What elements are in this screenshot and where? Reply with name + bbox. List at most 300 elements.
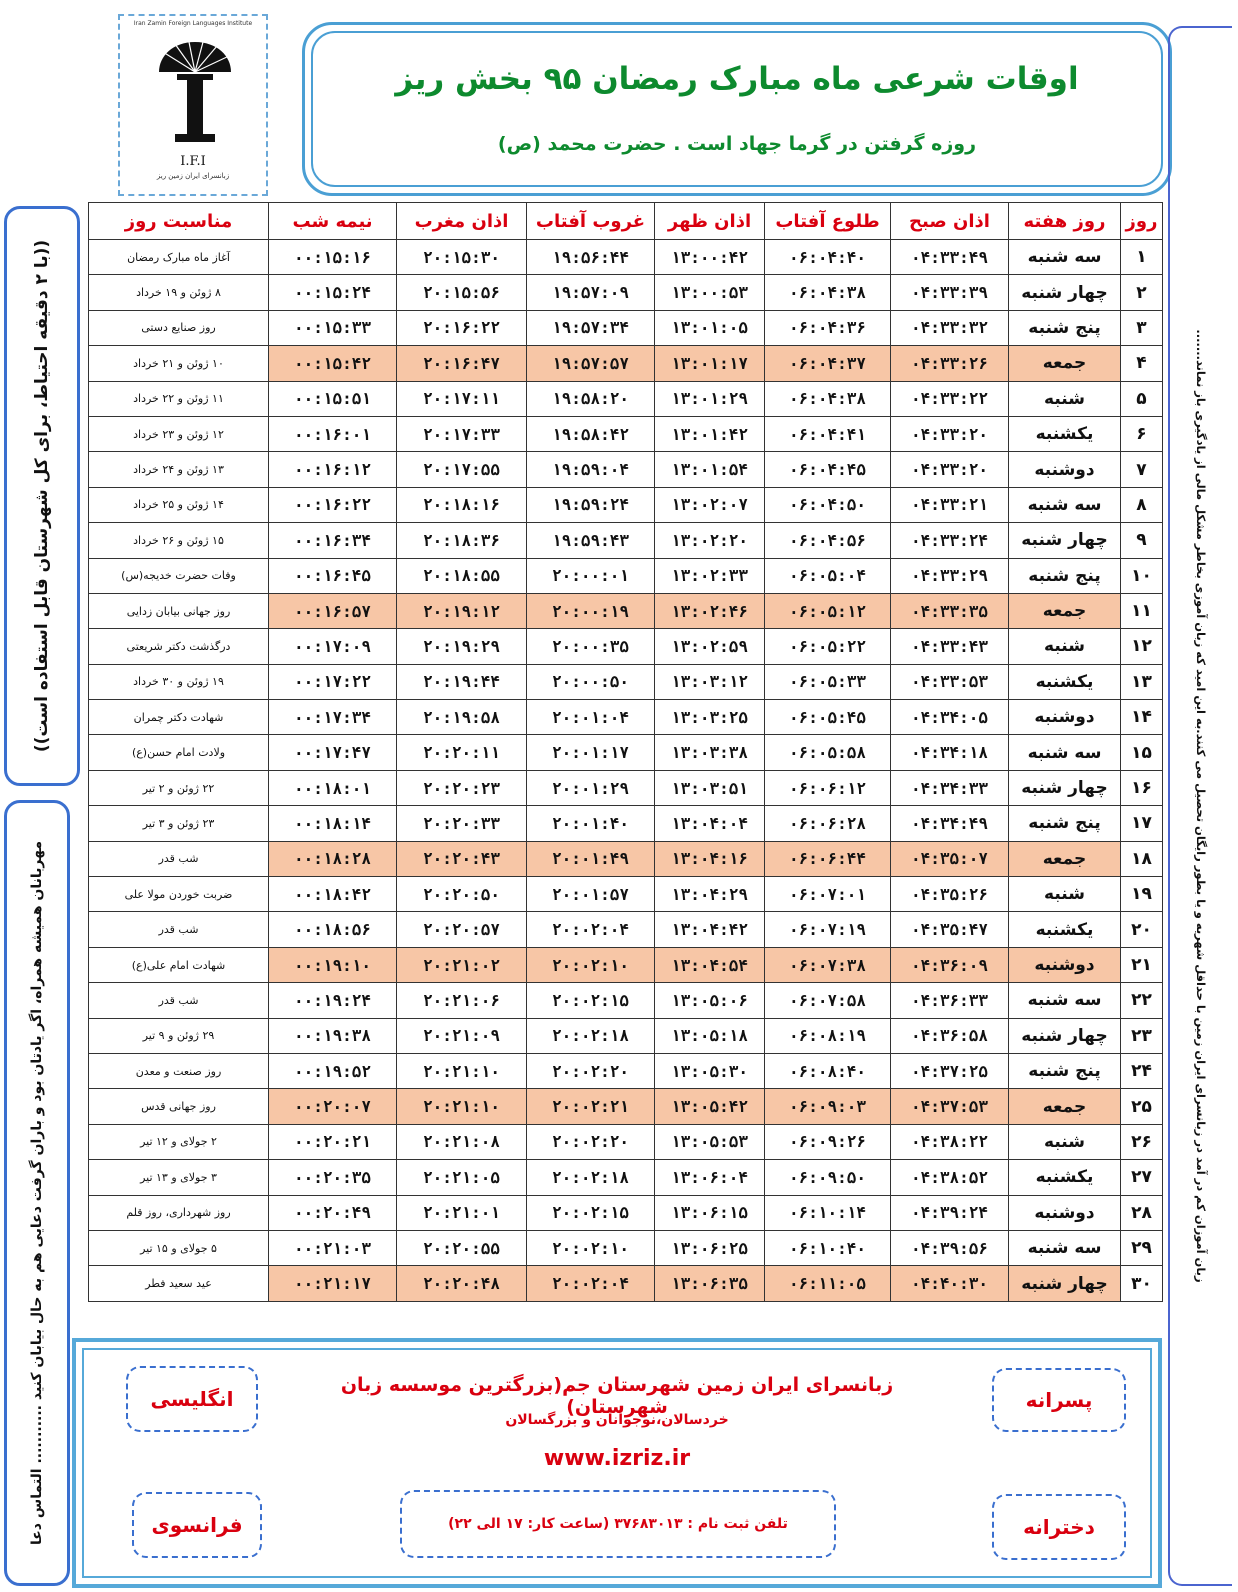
weekday-cell: چهار شنبه <box>1009 523 1121 558</box>
fajr-time-cell: ۰۴:۳۳:۴۹ <box>891 240 1009 275</box>
occasion-cell: ۸ ژوئن و ۱۹ خرداد <box>89 275 269 310</box>
weekday-cell: شنبه <box>1009 877 1121 912</box>
occasion-cell: ولادت امام حسن(ع) <box>89 735 269 770</box>
weekday-cell: شنبه <box>1009 629 1121 664</box>
weekday-cell: پنج شنبه <box>1009 310 1121 345</box>
fajr-time-cell: ۰۴:۳۷:۲۵ <box>891 1053 1009 1088</box>
maghrib-time-cell: ۲۰:۱۸:۳۶ <box>397 523 527 558</box>
occasion-cell: وفات حضرت خدیجه(س) <box>89 558 269 593</box>
dhuhr-time-cell: ۱۳:۰۴:۲۹ <box>655 877 765 912</box>
maghrib-time-cell: ۲۰:۲۰:۱۱ <box>397 735 527 770</box>
occasion-cell: ۲۳ ژوئن و ۳ تیر <box>89 806 269 841</box>
maghrib-time-cell: ۲۰:۲۱:۰۲ <box>397 947 527 982</box>
table-row <box>89 1053 1163 1088</box>
day-number-cell: ۱۷ <box>1121 806 1163 841</box>
institute-logo <box>118 14 268 196</box>
sunrise-time-cell: ۰۶:۰۴:۳۶ <box>765 310 891 345</box>
table-row <box>89 735 1163 770</box>
maghrib-time-cell: ۲۰:۱۵:۵۶ <box>397 275 527 310</box>
fajr-time-cell: ۰۴:۳۳:۲۲ <box>891 381 1009 416</box>
column-header: غروب آفتاب <box>527 203 655 240</box>
table-row <box>89 310 1163 345</box>
day-number-cell: ۵ <box>1121 381 1163 416</box>
dhuhr-time-cell: ۱۳:۰۰:۴۲ <box>655 240 765 275</box>
midnight-time-cell: ۰۰:۱۵:۵۱ <box>269 381 397 416</box>
table-row <box>89 664 1163 699</box>
table-row <box>89 558 1163 593</box>
table-row <box>89 1160 1163 1195</box>
dhuhr-time-cell: ۱۳:۰۱:۴۲ <box>655 416 765 451</box>
sunrise-time-cell: ۰۶:۰۷:۰۱ <box>765 877 891 912</box>
table-row <box>89 806 1163 841</box>
table-row <box>89 381 1163 416</box>
weekday-cell: یکشنبه <box>1009 664 1121 699</box>
table-row <box>89 877 1163 912</box>
sunset-time-cell: ۲۰:۰۲:۱۵ <box>527 983 655 1018</box>
maghrib-time-cell: ۲۰:۲۰:۵۷ <box>397 912 527 947</box>
dhuhr-time-cell: ۱۳:۰۵:۳۰ <box>655 1053 765 1088</box>
midnight-time-cell: ۰۰:۲۰:۰۷ <box>269 1089 397 1124</box>
midnight-time-cell: ۰۰:۱۸:۵۶ <box>269 912 397 947</box>
sunrise-time-cell: ۰۶:۰۸:۴۰ <box>765 1053 891 1088</box>
dhuhr-time-cell: ۱۳:۰۱:۱۷ <box>655 346 765 381</box>
fajr-time-cell: ۰۴:۳۴:۱۸ <box>891 735 1009 770</box>
dhuhr-time-cell: ۱۳:۰۲:۳۳ <box>655 558 765 593</box>
fajr-time-cell: ۰۴:۳۶:۵۸ <box>891 1018 1009 1053</box>
dhuhr-time-cell: ۱۳:۰۰:۵۳ <box>655 275 765 310</box>
weekday-cell: دوشنبه <box>1009 452 1121 487</box>
day-number-cell: ۲۳ <box>1121 1018 1163 1053</box>
logo-letters: I.F.I <box>180 154 206 169</box>
sunrise-time-cell: ۰۶:۰۹:۵۰ <box>765 1160 891 1195</box>
weekday-cell: یکشنبه <box>1009 912 1121 947</box>
maghrib-time-cell: ۲۰:۱۷:۵۵ <box>397 452 527 487</box>
fajr-time-cell: ۰۴:۳۹:۲۴ <box>891 1195 1009 1230</box>
sunrise-time-cell: ۰۶:۰۷:۵۸ <box>765 983 891 1018</box>
sunset-time-cell: ۲۰:۰۲:۲۰ <box>527 1053 655 1088</box>
midnight-time-cell: ۰۰:۱۶:۰۱ <box>269 416 397 451</box>
sunset-time-cell: ۲۰:۰۱:۰۴ <box>527 700 655 735</box>
girls-section-label: دخترانه <box>992 1494 1126 1560</box>
maghrib-time-cell: ۲۰:۲۱:۰۶ <box>397 983 527 1018</box>
dhuhr-time-cell: ۱۳:۰۳:۱۲ <box>655 664 765 699</box>
prayer-times-table <box>88 202 1163 1302</box>
boys-section-label: پسرانه <box>992 1368 1126 1432</box>
midnight-time-cell: ۰۰:۱۵:۲۴ <box>269 275 397 310</box>
fajr-time-cell: ۰۴:۳۵:۰۷ <box>891 841 1009 876</box>
sunset-time-cell: ۲۰:۰۲:۰۴ <box>527 1266 655 1301</box>
column-header: اذان مغرب <box>397 203 527 240</box>
footer-title: زبانسرای ایران زمین شهرستان جم(بزرگترین موسسه زبان شهرستان) <box>340 1374 894 1418</box>
fajr-time-cell: ۰۴:۳۴:۰۵ <box>891 700 1009 735</box>
occasion-cell: شب قدر <box>89 983 269 1018</box>
table-row <box>89 452 1163 487</box>
column-header: نیمه شب <box>269 203 397 240</box>
sunrise-time-cell: ۰۶:۰۴:۴۰ <box>765 240 891 275</box>
dhuhr-time-cell: ۱۳:۰۶:۳۵ <box>655 1266 765 1301</box>
weekday-cell: شنبه <box>1009 381 1121 416</box>
occasion-cell: عید سعید فطر <box>89 1266 269 1301</box>
day-number-cell: ۲۷ <box>1121 1160 1163 1195</box>
weekday-cell: جمعه <box>1009 1089 1121 1124</box>
day-number-cell: ۱۳ <box>1121 664 1163 699</box>
occasion-cell: شب قدر <box>89 841 269 876</box>
maghrib-time-cell: ۲۰:۱۶:۲۲ <box>397 310 527 345</box>
sunset-time-cell: ۲۰:۰۲:۱۵ <box>527 1195 655 1230</box>
midnight-time-cell: ۰۰:۱۹:۵۲ <box>269 1053 397 1088</box>
dhuhr-time-cell: ۱۳:۰۴:۴۲ <box>655 912 765 947</box>
fajr-time-cell: ۰۴:۳۳:۳۵ <box>891 593 1009 628</box>
sunset-time-cell: ۱۹:۵۷:۵۷ <box>527 346 655 381</box>
fajr-time-cell: ۰۴:۳۷:۵۳ <box>891 1089 1009 1124</box>
weekday-cell: پنج شنبه <box>1009 1053 1121 1088</box>
occasion-cell: درگذشت دکتر شریعتی <box>89 629 269 664</box>
sunrise-time-cell: ۰۶:۰۴:۳۸ <box>765 275 891 310</box>
day-number-cell: ۳ <box>1121 310 1163 345</box>
fajr-time-cell: ۰۴:۳۳:۲۱ <box>891 487 1009 522</box>
weekday-cell: چهار شنبه <box>1009 275 1121 310</box>
sunset-time-cell: ۲۰:۰۲:۱۸ <box>527 1160 655 1195</box>
fajr-time-cell: ۰۴:۳۳:۲۰ <box>891 416 1009 451</box>
fajr-time-cell: ۰۴:۳۵:۲۶ <box>891 877 1009 912</box>
weekday-cell: جمعه <box>1009 593 1121 628</box>
sunset-time-cell: ۲۰:۰۰:۳۵ <box>527 629 655 664</box>
table-row <box>89 593 1163 628</box>
website-link[interactable]: www.izriz.ir <box>543 1446 691 1471</box>
midnight-time-cell: ۰۰:۲۱:۱۷ <box>269 1266 397 1301</box>
dhuhr-time-cell: ۱۳:۰۲:۲۰ <box>655 523 765 558</box>
midnight-time-cell: ۰۰:۱۷:۰۹ <box>269 629 397 664</box>
scholarship-note-box <box>1168 26 1232 1586</box>
weekday-cell: پنج شنبه <box>1009 806 1121 841</box>
table-row <box>89 1124 1163 1159</box>
fajr-time-cell: ۰۴:۳۳:۳۹ <box>891 275 1009 310</box>
sunrise-time-cell: ۰۶:۰۴:۵۰ <box>765 487 891 522</box>
weekday-cell: شنبه <box>1009 1124 1121 1159</box>
day-number-cell: ۲۰ <box>1121 912 1163 947</box>
maghrib-time-cell: ۲۰:۱۹:۵۸ <box>397 700 527 735</box>
midnight-time-cell: ۰۰:۱۸:۲۸ <box>269 841 397 876</box>
day-number-cell: ۷ <box>1121 452 1163 487</box>
weekday-cell: سه شنبه <box>1009 240 1121 275</box>
table-header-row <box>89 203 1163 240</box>
sunrise-time-cell: ۰۶:۰۶:۱۲ <box>765 770 891 805</box>
day-number-cell: ۲۱ <box>1121 947 1163 982</box>
logo-tree-icon <box>153 38 237 148</box>
midnight-time-cell: ۰۰:۱۶:۱۲ <box>269 452 397 487</box>
dhuhr-time-cell: ۱۳:۰۴:۰۴ <box>655 806 765 841</box>
sunrise-time-cell: ۰۶:۰۴:۵۶ <box>765 523 891 558</box>
occasion-cell: ۲۹ ژوئن و ۹ تیر <box>89 1018 269 1053</box>
french-course-label: فرانسوی <box>132 1492 262 1558</box>
dhuhr-time-cell: ۱۳:۰۳:۵۱ <box>655 770 765 805</box>
maghrib-time-cell: ۲۰:۲۱:۰۱ <box>397 1195 527 1230</box>
fajr-time-cell: ۰۴:۳۳:۵۳ <box>891 664 1009 699</box>
dhuhr-time-cell: ۱۳:۰۴:۵۴ <box>655 947 765 982</box>
midnight-time-cell: ۰۰:۱۵:۴۲ <box>269 346 397 381</box>
day-number-cell: ۶ <box>1121 416 1163 451</box>
midnight-time-cell: ۰۰:۱۷:۴۷ <box>269 735 397 770</box>
midnight-time-cell: ۰۰:۱۶:۵۷ <box>269 593 397 628</box>
weekday-cell: چهار شنبه <box>1009 1266 1121 1301</box>
fajr-time-cell: ۰۴:۳۴:۴۹ <box>891 806 1009 841</box>
page-subtitle: روزه گرفتن در گرما جهاد است . حضرت محمد (ص) <box>497 133 977 155</box>
occasion-cell: روز صنعت و معدن <box>89 1053 269 1088</box>
fajr-time-cell: ۰۴:۳۶:۳۳ <box>891 983 1009 1018</box>
day-number-cell: ۴ <box>1121 346 1163 381</box>
sunrise-time-cell: ۰۶:۰۵:۰۴ <box>765 558 891 593</box>
sunset-time-cell: ۲۰:۰۰:۵۰ <box>527 664 655 699</box>
weekday-cell: دوشنبه <box>1009 700 1121 735</box>
occasion-cell: ۱۵ ژوئن و ۲۶ خرداد <box>89 523 269 558</box>
weekday-cell: چهار شنبه <box>1009 1018 1121 1053</box>
sunset-time-cell: ۲۰:۰۱:۲۹ <box>527 770 655 805</box>
maghrib-time-cell: ۲۰:۱۷:۱۱ <box>397 381 527 416</box>
footer-inner <box>82 1348 1152 1578</box>
occasion-cell: ۵ جولای و ۱۵ تیر <box>89 1230 269 1265</box>
table-row <box>89 841 1163 876</box>
midnight-time-cell: ۰۰:۱۸:۱۴ <box>269 806 397 841</box>
occasion-cell: ۱۱ ژوئن و ۲۲ خرداد <box>89 381 269 416</box>
day-number-cell: ۲ <box>1121 275 1163 310</box>
maghrib-time-cell: ۲۰:۲۱:۰۹ <box>397 1018 527 1053</box>
dhuhr-time-cell: ۱۳:۰۲:۰۷ <box>655 487 765 522</box>
weekday-cell: دوشنبه <box>1009 1195 1121 1230</box>
sunset-time-cell: ۱۹:۵۶:۴۴ <box>527 240 655 275</box>
maghrib-time-cell: ۲۰:۱۸:۱۶ <box>397 487 527 522</box>
occasion-cell: روز صنایع دستی <box>89 310 269 345</box>
dhuhr-time-cell: ۱۳:۰۶:۱۵ <box>655 1195 765 1230</box>
column-header: اذان صبح <box>891 203 1009 240</box>
table-row <box>89 275 1163 310</box>
sunrise-time-cell: ۰۶:۰۸:۱۹ <box>765 1018 891 1053</box>
dhuhr-time-cell: ۱۳:۰۲:۵۹ <box>655 629 765 664</box>
sunset-time-cell: ۲۰:۰۲:۲۰ <box>527 1124 655 1159</box>
fajr-time-cell: ۰۴:۳۳:۲۴ <box>891 523 1009 558</box>
occasion-cell: ۲۲ ژوئن و ۲ تیر <box>89 770 269 805</box>
title-box-inner <box>311 31 1163 187</box>
day-number-cell: ۱۶ <box>1121 770 1163 805</box>
precaution-note-box <box>4 206 80 786</box>
fajr-time-cell: ۰۴:۳۳:۲۶ <box>891 346 1009 381</box>
occasion-cell: ضربت خوردن مولا علی <box>89 877 269 912</box>
maghrib-time-cell: ۲۰:۱۵:۳۰ <box>397 240 527 275</box>
dhuhr-time-cell: ۱۳:۰۵:۴۲ <box>655 1089 765 1124</box>
fajr-time-cell: ۰۴:۳۳:۲۹ <box>891 558 1009 593</box>
table-row <box>89 346 1163 381</box>
maghrib-time-cell: ۲۰:۲۱:۱۰ <box>397 1089 527 1124</box>
midnight-time-cell: ۰۰:۱۷:۲۲ <box>269 664 397 699</box>
sunset-time-cell: ۱۹:۵۷:۳۴ <box>527 310 655 345</box>
weekday-cell: یکشنبه <box>1009 416 1121 451</box>
sunset-time-cell: ۲۰:۰۰:۱۹ <box>527 593 655 628</box>
dhuhr-time-cell: ۱۳:۰۵:۰۶ <box>655 983 765 1018</box>
column-header: روز هفته <box>1009 203 1121 240</box>
maghrib-time-cell: ۲۰:۲۱:۰۸ <box>397 1124 527 1159</box>
weekday-cell: چهار شنبه <box>1009 770 1121 805</box>
maghrib-time-cell: ۲۰:۱۹:۲۹ <box>397 629 527 664</box>
occasion-cell: ۱۹ ژوئن و ۳۰ خرداد <box>89 664 269 699</box>
midnight-time-cell: ۰۰:۲۰:۴۹ <box>269 1195 397 1230</box>
maghrib-time-cell: ۲۰:۱۹:۱۲ <box>397 593 527 628</box>
sunrise-time-cell: ۰۶:۰۵:۲۲ <box>765 629 891 664</box>
sunset-time-cell: ۲۰:۰۲:۱۰ <box>527 1230 655 1265</box>
occasion-cell: ۱۳ ژوئن و ۲۴ خرداد <box>89 452 269 487</box>
midnight-time-cell: ۰۰:۱۸:۰۱ <box>269 770 397 805</box>
sunrise-time-cell: ۰۶:۰۵:۳۳ <box>765 664 891 699</box>
dhuhr-time-cell: ۱۳:۰۴:۱۶ <box>655 841 765 876</box>
sunrise-time-cell: ۰۶:۱۱:۰۵ <box>765 1266 891 1301</box>
maghrib-time-cell: ۲۰:۲۱:۱۰ <box>397 1053 527 1088</box>
column-header: مناسبت روز <box>89 203 269 240</box>
maghrib-time-cell: ۲۰:۲۱:۰۵ <box>397 1160 527 1195</box>
table-row <box>89 1266 1163 1301</box>
sunset-time-cell: ۲۰:۰۱:۴۹ <box>527 841 655 876</box>
sunset-time-cell: ۱۹:۵۹:۰۴ <box>527 452 655 487</box>
weekday-cell: سه شنبه <box>1009 735 1121 770</box>
midnight-time-cell: ۰۰:۱۷:۳۴ <box>269 700 397 735</box>
sunset-time-cell: ۲۰:۰۲:۲۱ <box>527 1089 655 1124</box>
fajr-time-cell: ۰۴:۳۶:۰۹ <box>891 947 1009 982</box>
fajr-time-cell: ۰۴:۳۴:۳۳ <box>891 770 1009 805</box>
day-number-cell: ۱۸ <box>1121 841 1163 876</box>
midnight-time-cell: ۰۰:۱۹:۲۴ <box>269 983 397 1018</box>
table-row <box>89 947 1163 982</box>
dhuhr-time-cell: ۱۳:۰۶:۲۵ <box>655 1230 765 1265</box>
sunset-time-cell: ۱۹:۵۹:۴۳ <box>527 523 655 558</box>
sunrise-time-cell: ۰۶:۰۷:۱۹ <box>765 912 891 947</box>
table-row <box>89 1018 1163 1053</box>
day-number-cell: ۲۶ <box>1121 1124 1163 1159</box>
dhuhr-time-cell: ۱۳:۰۲:۴۶ <box>655 593 765 628</box>
day-number-cell: ۳۰ <box>1121 1266 1163 1301</box>
sunset-time-cell: ۲۰:۰۲:۰۴ <box>527 912 655 947</box>
table-row <box>89 912 1163 947</box>
midnight-time-cell: ۰۰:۱۵:۳۳ <box>269 310 397 345</box>
maghrib-time-cell: ۲۰:۲۰:۵۰ <box>397 877 527 912</box>
table-row <box>89 770 1163 805</box>
occasion-cell: ۱۲ ژوئن و ۲۳ خرداد <box>89 416 269 451</box>
sunset-time-cell: ۱۹:۵۷:۰۹ <box>527 275 655 310</box>
occasion-cell: شهادت امام علی(ع) <box>89 947 269 982</box>
maghrib-time-cell: ۲۰:۱۷:۳۳ <box>397 416 527 451</box>
sunset-time-cell: ۲۰:۰۱:۱۷ <box>527 735 655 770</box>
table-row <box>89 983 1163 1018</box>
dhuhr-time-cell: ۱۳:۰۱:۰۵ <box>655 310 765 345</box>
fajr-time-cell: ۰۴:۳۵:۴۷ <box>891 912 1009 947</box>
table-row <box>89 700 1163 735</box>
day-number-cell: ۱۱ <box>1121 593 1163 628</box>
dhuhr-time-cell: ۱۳:۰۵:۱۸ <box>655 1018 765 1053</box>
midnight-time-cell: ۰۰:۱۶:۲۲ <box>269 487 397 522</box>
sunrise-time-cell: ۰۶:۰۶:۴۴ <box>765 841 891 876</box>
sunset-time-cell: ۱۹:۵۸:۲۰ <box>527 381 655 416</box>
dhuhr-time-cell: ۱۳:۰۵:۵۳ <box>655 1124 765 1159</box>
dhuhr-time-cell: ۱۳:۰۶:۰۴ <box>655 1160 765 1195</box>
table-row <box>89 240 1163 275</box>
occasion-cell: شب قدر <box>89 912 269 947</box>
day-number-cell: ۸ <box>1121 487 1163 522</box>
weekday-cell: سه شنبه <box>1009 1230 1121 1265</box>
day-number-cell: ۲۸ <box>1121 1195 1163 1230</box>
sunrise-time-cell: ۰۶:۰۴:۳۷ <box>765 346 891 381</box>
day-number-cell: ۱ <box>1121 240 1163 275</box>
fajr-time-cell: ۰۴:۳۳:۲۰ <box>891 452 1009 487</box>
sunrise-time-cell: ۰۶:۱۰:۱۴ <box>765 1195 891 1230</box>
sunset-time-cell: ۲۰:۰۰:۰۱ <box>527 558 655 593</box>
sunrise-time-cell: ۰۶:۰۵:۴۵ <box>765 700 891 735</box>
day-number-cell: ۲۵ <box>1121 1089 1163 1124</box>
midnight-time-cell: ۰۰:۱۹:۱۰ <box>269 947 397 982</box>
sunset-time-cell: ۲۰:۰۲:۱۸ <box>527 1018 655 1053</box>
day-number-cell: ۱۵ <box>1121 735 1163 770</box>
day-number-cell: ۹ <box>1121 523 1163 558</box>
occasion-cell: روز جهانی قدس <box>89 1089 269 1124</box>
english-course-label: انگلیسی <box>126 1366 258 1432</box>
weekday-cell: دوشنبه <box>1009 947 1121 982</box>
sunrise-time-cell: ۰۶:۰۴:۳۸ <box>765 381 891 416</box>
table-row <box>89 1089 1163 1124</box>
sunrise-time-cell: ۰۶:۰۹:۰۳ <box>765 1089 891 1124</box>
footer-box <box>72 1338 1162 1588</box>
midnight-time-cell: ۰۰:۱۹:۳۸ <box>269 1018 397 1053</box>
prayer-note: مهربانان همیشه همراه، اگر یادتان بود و باران گرفت دعایی هم به حال بیابان کنید ........... التماس دعا <box>29 840 45 1546</box>
maghrib-time-cell: ۲۰:۲۰:۳۳ <box>397 806 527 841</box>
midnight-time-cell: ۰۰:۱۶:۴۵ <box>269 558 397 593</box>
sunrise-time-cell: ۰۶:۰۴:۴۱ <box>765 416 891 451</box>
table-row <box>89 1195 1163 1230</box>
sunset-time-cell: ۲۰:۰۲:۱۰ <box>527 947 655 982</box>
sunset-time-cell: ۱۹:۵۸:۴۲ <box>527 416 655 451</box>
midnight-time-cell: ۰۰:۱۶:۳۴ <box>269 523 397 558</box>
sunrise-time-cell: ۰۶:۰۷:۳۸ <box>765 947 891 982</box>
occasion-cell: شهادت دکتر چمران <box>89 700 269 735</box>
dhuhr-time-cell: ۱۳:۰۱:۲۹ <box>655 381 765 416</box>
midnight-time-cell: ۰۰:۲۰:۳۵ <box>269 1160 397 1195</box>
fajr-time-cell: ۰۴:۳۳:۳۲ <box>891 310 1009 345</box>
table-row <box>89 523 1163 558</box>
occasion-cell: روز جهانی بیابان زدایی <box>89 593 269 628</box>
page-title: اوقات شرعی ماه مبارک رمضان ۹۵ بخش ریز <box>395 61 1079 97</box>
weekday-cell: سه شنبه <box>1009 487 1121 522</box>
midnight-time-cell: ۰۰:۱۸:۴۲ <box>269 877 397 912</box>
occasion-cell: ۱۴ ژوئن و ۲۵ خرداد <box>89 487 269 522</box>
dhuhr-time-cell: ۱۳:۰۳:۳۸ <box>655 735 765 770</box>
maghrib-time-cell: ۲۰:۲۰:۲۳ <box>397 770 527 805</box>
table-row <box>89 416 1163 451</box>
occasion-cell: ۳ جولای و ۱۳ تیر <box>89 1160 269 1195</box>
occasion-cell: ۱۰ ژوئن و ۲۱ خرداد <box>89 346 269 381</box>
sunrise-time-cell: ۰۶:۰۴:۴۵ <box>765 452 891 487</box>
day-number-cell: ۲۲ <box>1121 983 1163 1018</box>
weekday-cell: سه شنبه <box>1009 983 1121 1018</box>
weekday-cell: یکشنبه <box>1009 1160 1121 1195</box>
sunrise-time-cell: ۰۶:۱۰:۴۰ <box>765 1230 891 1265</box>
sunrise-time-cell: ۰۶:۰۶:۲۸ <box>765 806 891 841</box>
day-number-cell: ۱۰ <box>1121 558 1163 593</box>
fajr-time-cell: ۰۴:۳۸:۵۲ <box>891 1160 1009 1195</box>
weekday-cell: جمعه <box>1009 346 1121 381</box>
sunrise-time-cell: ۰۶:۰۹:۲۶ <box>765 1124 891 1159</box>
day-number-cell: ۱۲ <box>1121 629 1163 664</box>
maghrib-time-cell: ۲۰:۲۰:۴۳ <box>397 841 527 876</box>
scholarship-note: زبان آموزان کم در آمد در زبانسرای ایران زمین با حداقل شهریه و یا بطور رایگان تحصیل می کنند.به این امید که زبان آموزی بخاطر مشکل مالی از یادگیری باز نماند....... <box>1194 329 1208 1283</box>
maghrib-time-cell: ۲۰:۲۰:۵۵ <box>397 1230 527 1265</box>
maghrib-time-cell: ۲۰:۱۶:۴۷ <box>397 346 527 381</box>
occasion-cell: ۲ جولای و ۱۲ تیر <box>89 1124 269 1159</box>
table-row <box>89 1230 1163 1265</box>
day-number-cell: ۱۴ <box>1121 700 1163 735</box>
